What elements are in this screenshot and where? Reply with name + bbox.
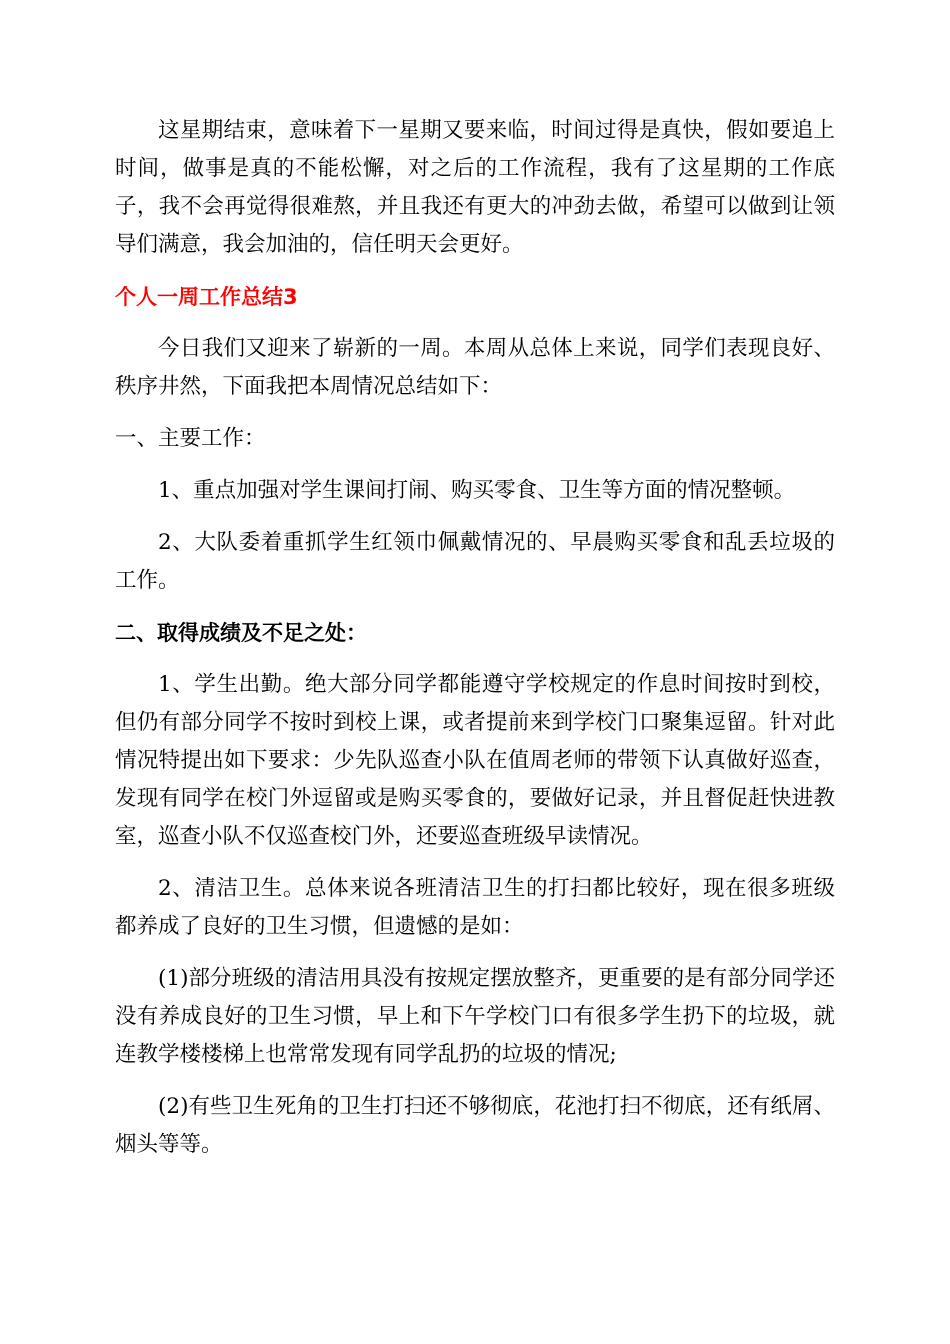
paragraph-cleaning-issue-2: (2)有些卫生死角的卫生打扫还不够彻底，花池打扫不彻底，还有纸屑、烟头等等。 xyxy=(115,1094,835,1157)
list-item-main-work-1: 1、重点加强对学生课间打闹、购买零食、卫生等方面的情况整顿。 xyxy=(158,478,796,503)
paragraph-intro: 今日我们又迎来了崭新的一周。本周从总体上来说，同学们表现良好、秩序井然，下面我把本周情况总结如下： xyxy=(115,336,835,399)
paragraph-attendance: 1、学生出勤。绝大部分同学都能遵守学校规定的作息时间按时到校，但仍有部分同学不按时到校上课，或者提前来到学校门口聚集逗留。针对此情况特提出如下要求：少先队巡查小队在值周老师的带领下认真做好巡查，发现有同学在校门外逗留或是购买零食的，要做好记录，并且督促赶快进教室，巡查小队不仅巡查校门外，还要巡查班级早读情况。 xyxy=(115,672,835,849)
paragraph-cleaning: 2、清洁卫生。总体来说各班清洁卫生的打扫都比较好，现在很多班级都养成了良好的卫生习惯，但遗憾的是如： xyxy=(115,876,835,939)
subheading-main-work: 一、主要工作： xyxy=(115,426,266,451)
paragraph-cleaning-issue-1: (1)部分班级的清洁用具没有按规定摆放整齐，更重要的是有部分同学还没有养成良好的卫生习惯，早上和下午学校门口有很多学生扔下的垃圾，就连教学楼楼梯上也常常发现有同学乱扔的垃圾的情况; xyxy=(115,966,835,1067)
section-heading-summary-3: 个人一周工作总结3 xyxy=(115,285,298,309)
document-page xyxy=(115,112,835,1164)
paragraph-week-end: 这星期结束，意味着下一星期又要来临，时间过得是真快，假如要追上时间，做事是真的不能松懈，对之后的工作流程，我有了这星期的工作底子，我不会再觉得很难熬，并且我还有更大的冲劲去做，希望可以做到让领导们满意，我会加油的，信任明天会更好。 xyxy=(115,118,835,257)
list-item-main-work-2: 2、大队委着重抓学生红领巾佩戴情况的、早晨购买零食和乱丢垃圾的工作。 xyxy=(115,530,835,593)
subheading-achievements: 二、取得成绩及不足之处： xyxy=(115,621,367,645)
